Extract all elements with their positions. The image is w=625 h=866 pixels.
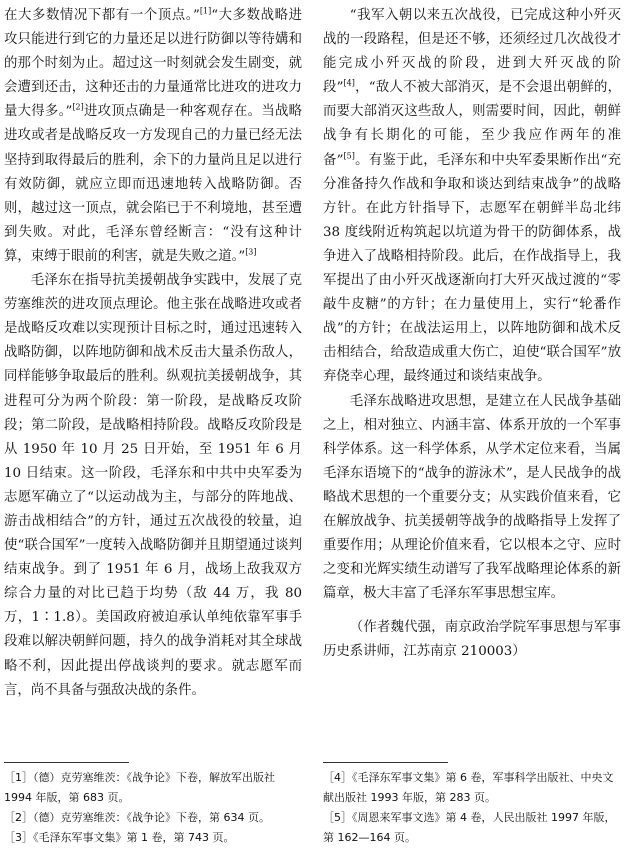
ref-3: [3] bbox=[245, 247, 257, 257]
footnote-2: ［2］（德）克劳塞维茨：《战争论》下卷，第 634 页。 bbox=[4, 811, 270, 824]
left-p1-text-b: “大多数战略进攻只能进行到它的力量还足以进行防御以等待媾和的那个时刻为止。超过这一时刻就会发生剧变，就会遭到还击，这种还击的力量通常比进攻的进攻力量大得多。” bbox=[4, 8, 302, 120]
author-info: （作者魏代强，南京政治学院军事思想与军事历史系讲师，江苏南京 210003） bbox=[323, 620, 621, 660]
ref-5: [5] bbox=[343, 151, 355, 161]
footnote-4: ［4］《毛泽东军事文集》第 6 卷，军事科学出版社、中央文献出版社 1993 年版，第 283 页。 bbox=[323, 771, 614, 804]
right-p1-text-a: “我军入朝以来五次战役，已完成这种小歼灭战的一段路程，但是还不够，还须经过几次战役才能完成小歼灭战的阶段，进到大歼灭战的阶段” bbox=[323, 8, 621, 96]
ref-1: [1] bbox=[199, 6, 212, 16]
footnote-5: ［5］《周恩来军事文选》第 4 卷，人民出版社 1997 年版，第 162—164 页。 bbox=[323, 811, 616, 844]
footnotes-right bbox=[323, 768, 621, 848]
ref-2: [2] bbox=[72, 102, 84, 112]
footnote-divider-left bbox=[4, 762, 129, 763]
footnote-1: ［1］（德）克劳塞维茨：《战争论》下卷，解放军出版社 1994 年版，第 683 页。 bbox=[4, 771, 275, 804]
ref-4: [4] bbox=[343, 78, 355, 88]
right-p1-text-c: 。有鉴于此，毛泽东和中央军委果断作出“充分准备持久作战和争取和谈达到结束战争”的战略方针。在此方针指导下，志愿军在朝鲜半岛北纬 38 度线附近构筑起以坑道为骨干的防御体系，战争进入了战略相持阶段。此后，在作战指导上，我军提出了由小歼灭战逐渐向打大歼灭战过渡的“零敲牛皮糖”的方针；在力量使用上，实行“轮番作战”的方针；在战法运用上，以阵地防御和战术反击相结合，给敌造成重大伤亡，迫使“联合国军”放弃侥幸心理，最终通过和谈结束战争。 bbox=[323, 152, 621, 385]
left-column bbox=[4, 4, 302, 703]
left-p1-text-c: 进攻顶点确是一种客观存在。当战略进攻或者是战略反攻一方发现自己的力量已经无法坚持到取得最后的胜利，余下的力量尚且足以进行有效防御，就应立即而迅速地转入战略防御。否则，越过这一顶点，就会陷已于不利境地，甚至遭到失败。对此，毛泽东曾经断言：“没有这种计算，束缚于眼前的利害，就是失败之道。” bbox=[4, 104, 303, 264]
right-paragraph-2: 毛泽东战略进攻思想，是建立在人民战争基础之上，相对独立、内涵丰富、体系开放的一个军事科学体系。这一科学体系，从学术定位来看，当属毛泽东语境下的“战争的游泳术”，是人民战争的战略战术思想的一个重要分支；从实践价值来看，它在解放战争、抗美援朝等战争的战略指导上发挥了重要作用；从理论价值来看，它以根本之守、应时之变和光辉实绩生动谱写了我军战略理论体系的新篇章，极大丰富了毛泽东军事思想宝库。 bbox=[323, 393, 621, 602]
footnote-3: ［3］《毛泽东军事文集》第 1 卷，第 743 页。 bbox=[4, 831, 235, 844]
left-paragraph-2: 毛泽东在指导抗美援朝战争实践中，发展了克劳塞维茨的进攻顶点理论。他主张在战略进攻或者是战略反攻难以实现预计目标之时，通过迅速转入战略防御，以阵地防御和战术反击大量杀伤敌人，同样能够争取最后的胜利。纵观抗美援朝战争，其进程可分为两个阶段：第一阶段，是战略反攻阶段；第二阶段，是战略相持阶段。战略反攻阶段是从 1950 年 10 月 25 日开始，至 1951 年 6 月 10 日结束。这一阶段，毛泽东和中共中央军委为志愿军确立了“以运动战为主，与部分的阵地战、游击战相结合”的方针，通过五次战役的较量，迫使“联合国军”一度转入战略防御并且期望通过谈判结束战争。到了 1951 年 6 月，战场上敌我双方综合力量的对比已趋于均势（敌 44 万，我 80 万，1∶1.8）。美国政府被迫承认单纯依靠军事手段难以解决朝鲜问题，持久的战争消耗对其全球战略不利，因此提出停战谈判的要求。就志愿军而言，尚不具备与强敌决战的条件。 bbox=[4, 273, 302, 698]
left-p1-text-a: 在大多数情况下都有一个顶点。” bbox=[4, 8, 200, 23]
right-column bbox=[323, 4, 621, 665]
footnotes-left bbox=[4, 768, 302, 848]
right-p1-text-b: ，“敌人不被大部消灭，是不会退出朝鲜的，而要大部消灭这些敌人，则需要时间，因此，朝鲜战争有长期化的可能，至少我应作两年的准备” bbox=[323, 80, 621, 168]
right-paragraph-1 bbox=[323, 4, 621, 390]
left-paragraph-1 bbox=[4, 4, 302, 269]
footnote-divider-right bbox=[323, 762, 448, 763]
